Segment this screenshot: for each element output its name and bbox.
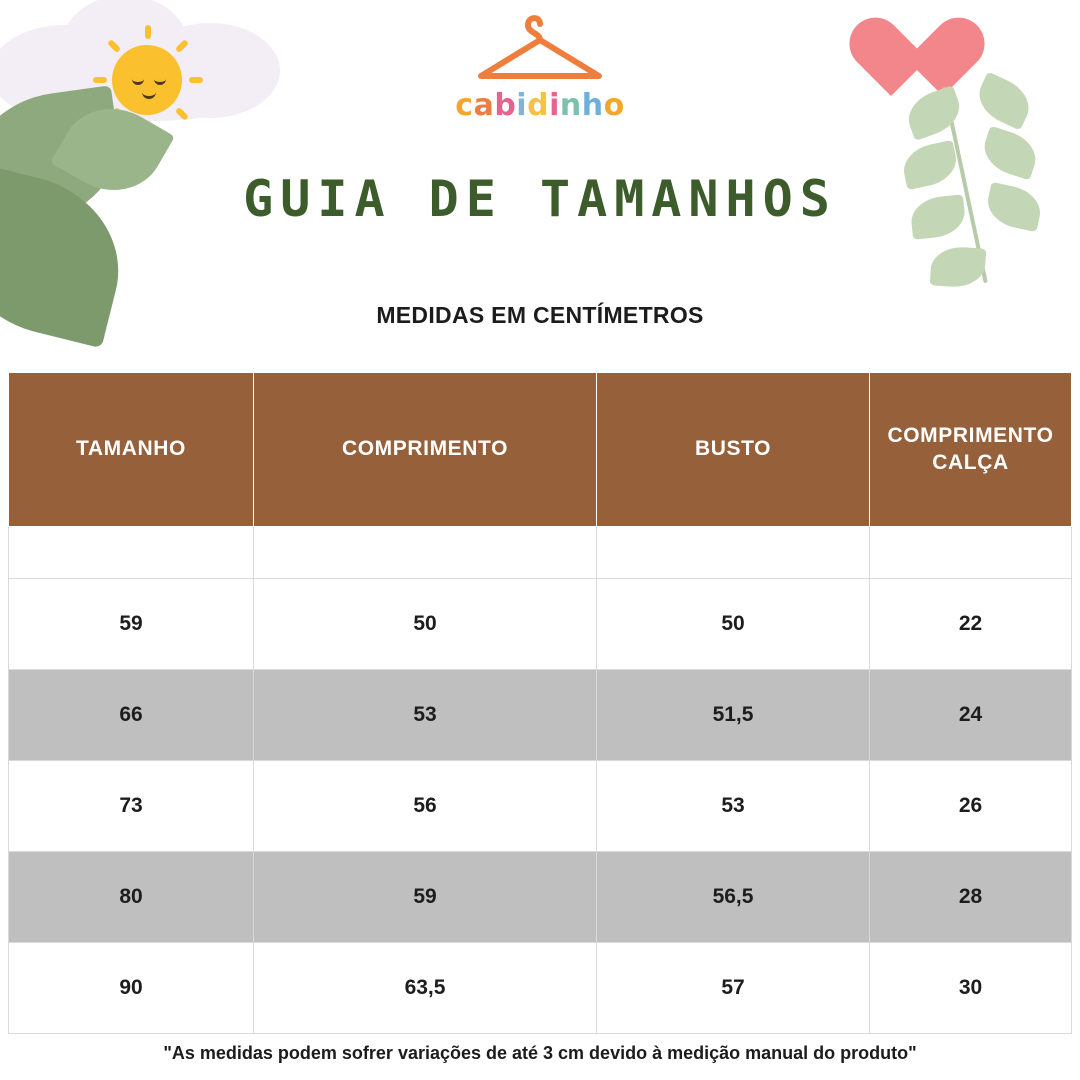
column-header-comprimento-calca: COMPRIMENTO CALÇA — [870, 373, 1072, 527]
page-title: GUIA DE TAMANHOS — [243, 170, 837, 228]
cell: 53 — [597, 761, 870, 852]
brand-letter: n — [559, 88, 582, 123]
table-row — [9, 579, 1072, 670]
table-row — [9, 527, 1072, 579]
cell: 26 — [870, 761, 1072, 852]
brand-letter: c — [455, 88, 474, 123]
brand-letter: i — [516, 88, 528, 123]
brand-letter: d — [527, 88, 550, 123]
cell: 73 — [9, 761, 254, 852]
column-header-busto: BUSTO — [597, 373, 870, 527]
cell: 59 — [254, 852, 597, 943]
brand-letter: i — [549, 88, 560, 123]
brand-letter: o — [603, 88, 625, 123]
cell: 57 — [597, 943, 870, 1034]
brand-logo — [0, 14, 1080, 123]
measurement-disclaimer: "As medidas podem sofrer variações de até 3 cm devido à medição manual do produto" — [163, 1043, 917, 1063]
cell — [254, 527, 597, 579]
cell: 59 — [9, 579, 254, 670]
cell: 53 — [254, 670, 597, 761]
table-header-row — [9, 373, 1072, 527]
column-header-comprimento: COMPRIMENTO — [254, 373, 597, 527]
table-row — [9, 670, 1072, 761]
table-row — [9, 761, 1072, 852]
size-guide-table — [8, 372, 1072, 1034]
column-header-tamanho: TAMANHO — [9, 373, 254, 527]
cell: 30 — [870, 943, 1072, 1034]
cell: 50 — [597, 579, 870, 670]
brand-letter: b — [494, 88, 517, 123]
page-subtitle: MEDIDAS EM CENTÍMETROS — [376, 302, 704, 328]
cell — [9, 527, 254, 579]
brand-name — [0, 88, 1080, 123]
clothes-hanger-icon — [465, 14, 615, 86]
cell: 66 — [9, 670, 254, 761]
cell — [597, 527, 870, 579]
cell: 22 — [870, 579, 1072, 670]
cell — [870, 527, 1072, 579]
cell: 51,5 — [597, 670, 870, 761]
brand-letter: h — [581, 88, 604, 123]
cell: 63,5 — [254, 943, 597, 1034]
brand-letter: a — [473, 88, 495, 123]
cell: 56 — [254, 761, 597, 852]
table-row — [9, 852, 1072, 943]
table-row — [9, 943, 1072, 1034]
cell: 80 — [9, 852, 254, 943]
cell: 56,5 — [597, 852, 870, 943]
cell: 90 — [9, 943, 254, 1034]
cell: 28 — [870, 852, 1072, 943]
cell: 24 — [870, 670, 1072, 761]
cell: 50 — [254, 579, 597, 670]
